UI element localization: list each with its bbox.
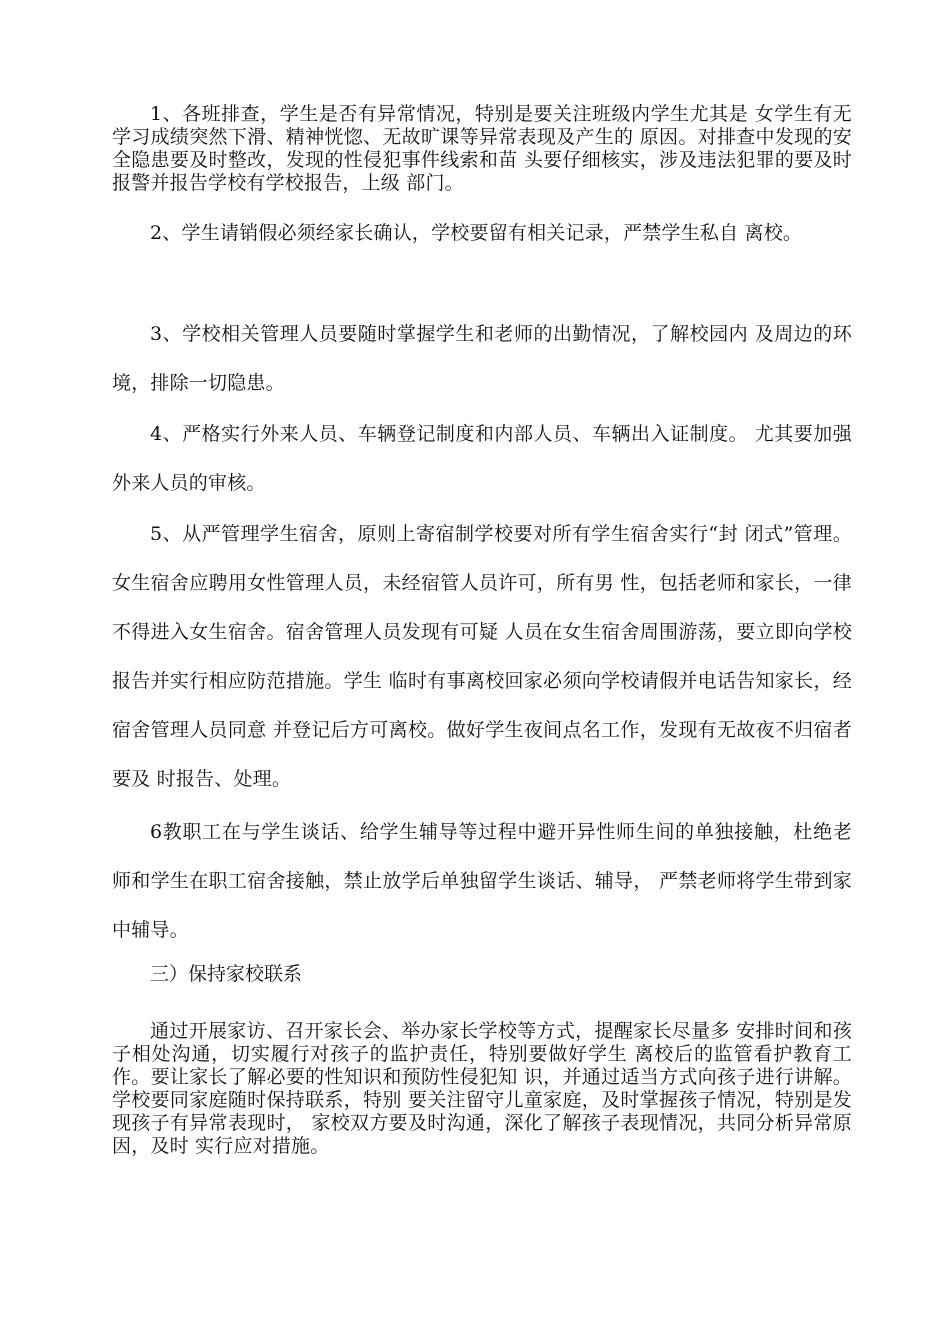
- closing-paragraph: 通过开展家访、召开家长会、举办家长学校等方式，提醒家长尽量多 安排时间和孩子相处沟通，切实履行对孩子的监护责任，特别要做好学生 离校后的监管看护教育工作。要让家长了解必要的性知识和预防性侵犯知 识，并通过适当方式向孩子进行讲解。学校要同家庭随时保持联系，特别 要关注留守儿童家庭，及时掌握孩子情况，特别是发现孩子有异常表现时， 家校双方要及时沟通，深化了解孩子表现情况，共同分析异常原因，及时 实行应对措施。: [112, 1020, 852, 1157]
- paragraph-4: 4、严格实行外来人员、车辆登记制度和内部人员、车辆出入证制度。 尤其要加强外来人员的审核。: [112, 423, 852, 494]
- paragraph-1: 1、各班排查，学生是否有异常情况，特别是要关注班级内学生尤其是 女学生有无学习成绩突然下滑、精神恍惚、无故旷课等异常表现及产生的 原因。对排查中发现的安全隐患要及时整改，发现的性侵犯事件线索和苗 头要仔细核实，涉及违法犯罪的要及时报警并报告学校有学校报告，上级 部门。: [112, 103, 852, 194]
- paragraph-6: 6教职工在与学生谈话、给学生辅导等过程中避开异性师生间的单独接触，杜绝老师和学生在职工宿舍接触，禁止放学后单独留学生谈话、辅导， 严禁老师将学生带到家中辅导。: [112, 821, 852, 941]
- paragraph-3: 3、学校相关管理人员要随时掌握学生和老师的出勤情况，了解校园内 及周边的环境，排除一切隐患。: [112, 323, 852, 394]
- paragraph-2: 2、学生请销假必须经家长确认，学校要留有相关记录，严禁学生私自 离校。: [150, 222, 803, 244]
- paragraph-5: 5、从严管理学生宿舍，原则上寄宿制学校要对所有学生宿舍实行“封 闭式”管理。女生宿舍应聘用女性管理人员，未经宿管人员许可，所有男 性，包括老师和家长，一律不得进入女生宿舍。宿舍管理人员发现有可疑 人员在女生宿舍周围游荡，要立即向学校报告并实行相应防范措施。学生 临时有事离校回家必须向学校请假并电话告知家长，经宿舍管理人员同意 并登记后方可离校。做好学生夜间点名工作，发现有无故夜不归宿者要及 时报告、处理。: [112, 523, 852, 790]
- section-heading: 三）保持家校联系: [150, 963, 303, 985]
